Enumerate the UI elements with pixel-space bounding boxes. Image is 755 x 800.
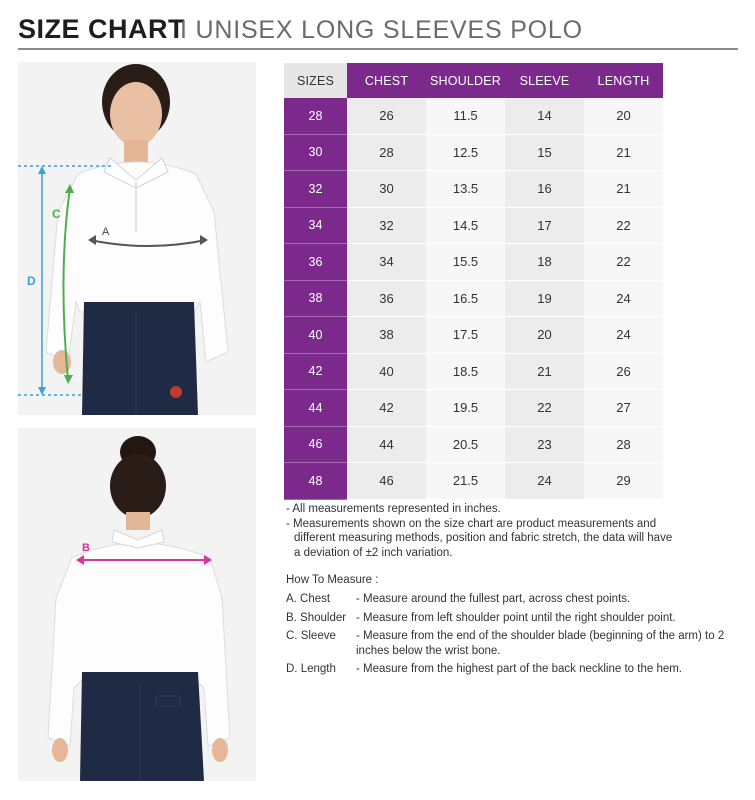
note-line: - All measurements represented in inches. bbox=[286, 503, 501, 515]
how-to-item bbox=[286, 662, 726, 677]
table-row bbox=[284, 244, 663, 281]
cell-shoulder: 11.5 bbox=[426, 98, 505, 135]
header-shoulder: SHOULDER bbox=[426, 63, 505, 98]
cell-chest: 26 bbox=[347, 98, 426, 135]
cell-length: 20 bbox=[584, 98, 663, 135]
front-view-photo bbox=[18, 62, 256, 415]
header-chest: CHEST bbox=[347, 63, 426, 98]
cell-chest: 32 bbox=[347, 208, 426, 245]
cell-length: 22 bbox=[584, 208, 663, 245]
cell-size: 38 bbox=[284, 281, 347, 318]
cell-shoulder: 13.5 bbox=[426, 171, 505, 208]
cell-length: 29 bbox=[584, 463, 663, 500]
cell-size: 30 bbox=[284, 135, 347, 172]
cell-length: 26 bbox=[584, 354, 663, 391]
table-row bbox=[284, 98, 663, 135]
back-view-photo bbox=[18, 428, 256, 781]
how-to-item bbox=[286, 592, 726, 607]
cell-shoulder: 21.5 bbox=[426, 463, 505, 500]
cell-sleeve: 24 bbox=[505, 463, 584, 500]
how-to-description: - Measure from the highest part of the back neckline to the hem. bbox=[356, 663, 683, 675]
cell-length: 24 bbox=[584, 317, 663, 354]
cell-shoulder: 20.5 bbox=[426, 427, 505, 464]
table-row bbox=[284, 171, 663, 208]
cell-shoulder: 19.5 bbox=[426, 390, 505, 427]
header-sleeve: SLEEVE bbox=[505, 63, 584, 98]
cell-size: 28 bbox=[284, 98, 347, 135]
cell-size: 48 bbox=[284, 463, 347, 500]
cell-size: 44 bbox=[284, 390, 347, 427]
cell-chest: 42 bbox=[347, 390, 426, 427]
cell-sleeve: 23 bbox=[505, 427, 584, 464]
how-to-item bbox=[286, 611, 726, 626]
table-body bbox=[284, 98, 663, 500]
cell-sleeve: 19 bbox=[505, 281, 584, 318]
cell-shoulder: 18.5 bbox=[426, 354, 505, 391]
cell-size: 34 bbox=[284, 208, 347, 245]
how-to-measure-title: How To Measure : bbox=[286, 574, 379, 586]
header-length: LENGTH bbox=[584, 63, 663, 98]
table-row bbox=[284, 463, 663, 500]
cell-chest: 44 bbox=[347, 427, 426, 464]
note-line: - Measurements shown on the size chart are product measurements and bbox=[286, 517, 657, 530]
how-to-term: D. Length bbox=[286, 663, 336, 675]
page-title: SIZE CHART bbox=[18, 14, 185, 44]
cell-size: 40 bbox=[284, 317, 347, 354]
cell-sleeve: 18 bbox=[505, 244, 584, 281]
how-to-term: A. Chest bbox=[286, 593, 331, 605]
table-row bbox=[284, 208, 663, 245]
label-c: C bbox=[52, 207, 61, 221]
cell-shoulder: 12.5 bbox=[426, 135, 505, 172]
header-sizes: SIZES bbox=[284, 63, 347, 98]
how-to-measure-list bbox=[286, 592, 726, 681]
cell-sleeve: 16 bbox=[505, 171, 584, 208]
size-chart-table bbox=[284, 63, 663, 500]
table-row bbox=[284, 427, 663, 464]
label-d: D bbox=[27, 274, 36, 288]
cell-size: 36 bbox=[284, 244, 347, 281]
cell-shoulder: 17.5 bbox=[426, 317, 505, 354]
how-to-description: - Measure around the fullest part, across chest points. bbox=[356, 593, 631, 605]
note-line: different measuring methods, position and fabric stretch, the data will have bbox=[294, 532, 673, 544]
cell-length: 28 bbox=[584, 427, 663, 464]
page-header bbox=[18, 12, 738, 50]
page-subtitle: I UNISEX LONG SLEEVES POLO bbox=[180, 16, 583, 44]
label-b: B bbox=[82, 542, 90, 554]
cell-chest: 30 bbox=[347, 171, 426, 208]
cell-sleeve: 17 bbox=[505, 208, 584, 245]
label-a: A bbox=[102, 226, 110, 238]
cell-length: 21 bbox=[584, 135, 663, 172]
cell-shoulder: 14.5 bbox=[426, 208, 505, 245]
cell-length: 22 bbox=[584, 244, 663, 281]
cell-chest: 38 bbox=[347, 317, 426, 354]
cell-length: 21 bbox=[584, 171, 663, 208]
note-line: a deviation of ±2 inch variation. bbox=[294, 546, 453, 559]
cell-sleeve: 15 bbox=[505, 135, 584, 172]
cell-length: 27 bbox=[584, 390, 663, 427]
cell-chest: 46 bbox=[347, 463, 426, 500]
how-to-description: - Measure from left shoulder point until the right shoulder point. bbox=[356, 611, 676, 624]
cell-shoulder: 16.5 bbox=[426, 281, 505, 318]
table-row bbox=[284, 135, 663, 172]
cell-shoulder: 15.5 bbox=[426, 244, 505, 281]
how-to-term: B. Shoulder bbox=[286, 611, 347, 624]
table-row bbox=[284, 390, 663, 427]
cell-size: 32 bbox=[284, 171, 347, 208]
table-header-row bbox=[284, 63, 663, 98]
cell-length: 24 bbox=[584, 281, 663, 318]
cell-size: 46 bbox=[284, 427, 347, 464]
how-to-description: - Measure from the end of the shoulder blade (beginning of the arm) to 2 inches below the wrist bone. bbox=[356, 630, 725, 657]
cell-chest: 28 bbox=[347, 135, 426, 172]
how-to-term: C. Sleeve bbox=[286, 630, 336, 642]
cell-sleeve: 21 bbox=[505, 354, 584, 391]
table-row bbox=[284, 317, 663, 354]
cell-chest: 36 bbox=[347, 281, 426, 318]
how-to-item bbox=[286, 629, 726, 658]
table-row bbox=[284, 354, 663, 391]
cell-chest: 34 bbox=[347, 244, 426, 281]
cell-size: 42 bbox=[284, 354, 347, 391]
table-row bbox=[284, 281, 663, 318]
cell-sleeve: 22 bbox=[505, 390, 584, 427]
measurement-notes bbox=[286, 502, 676, 560]
cell-sleeve: 20 bbox=[505, 317, 584, 354]
cell-sleeve: 14 bbox=[505, 98, 584, 135]
cell-chest: 40 bbox=[347, 354, 426, 391]
